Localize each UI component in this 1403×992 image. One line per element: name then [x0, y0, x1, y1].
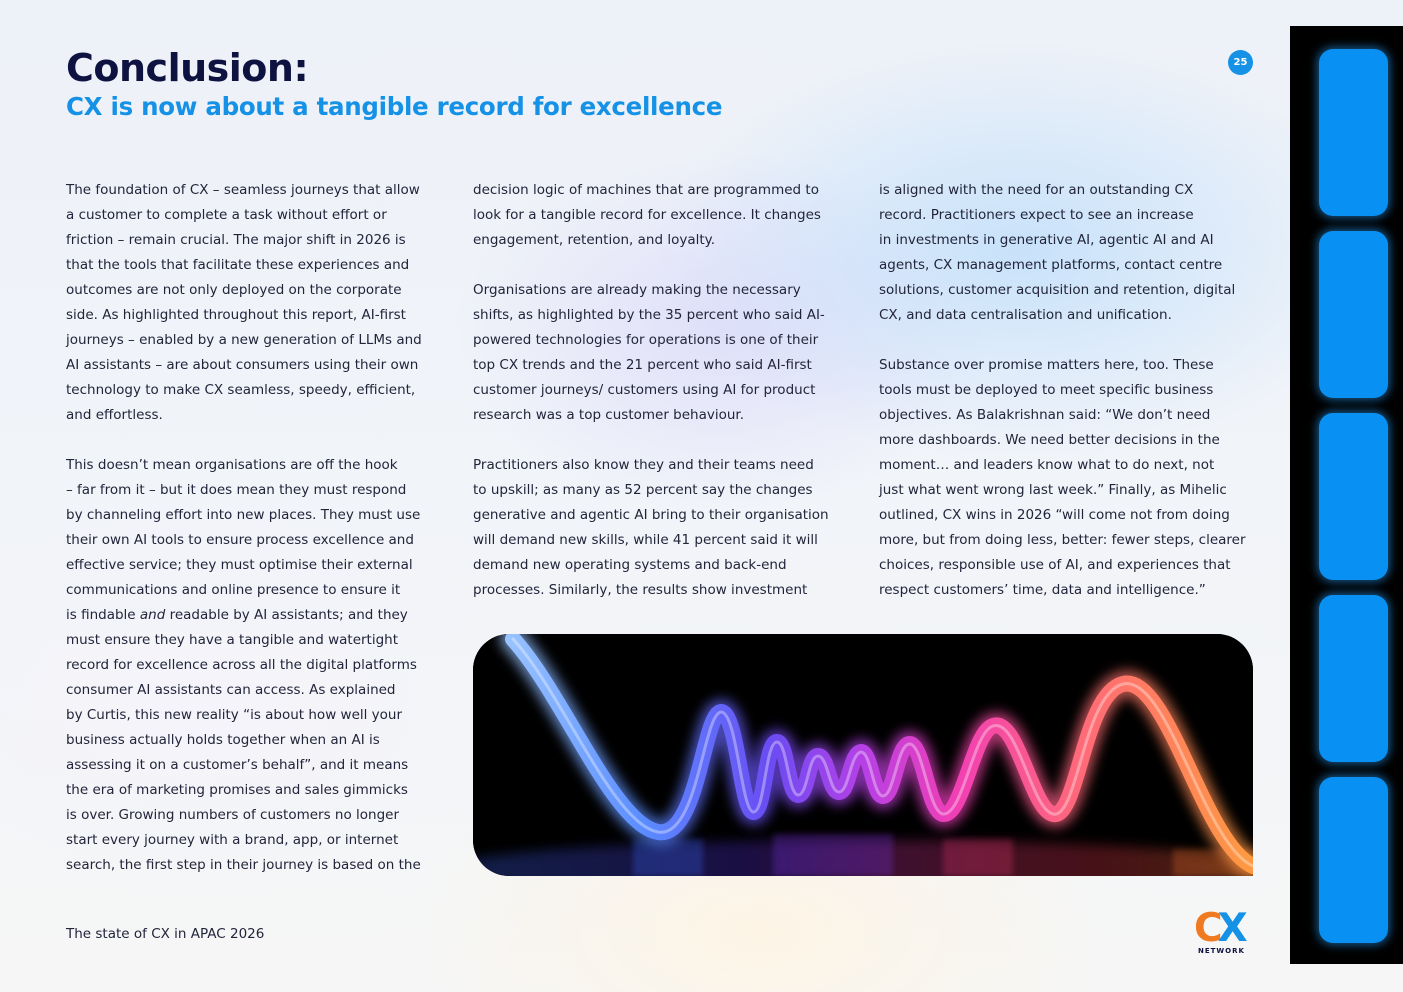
- paragraph-text: readable by AI assistants; and they must ensure they have a tangible and watertight record for excellence across all the digital platforms consumer AI assistants can access. As explained by Curtis, this new reality “is about how well your business actually holds together when an AI is assessing it on a customer’s behalf”, and it means the era of marketing promises and sales gimmicks is over. Growing numbers of customers no longer start every journey with a brand, app, or internet search, the first step in their journey is based on the: [66, 607, 421, 873]
- neon-wave-illustration: [473, 634, 1253, 876]
- paragraph-text: This doesn’t mean organisations are off the hook – far from it – but it does mean they must respond by channeling effort into new places. They must use their own AI tools to ensure process excellence and effective service; they must optimise their external communications and online presence to ensure it is findable: [66, 457, 421, 623]
- side-tab-4[interactable]: [1319, 595, 1388, 762]
- logo-letter-x: X: [1217, 906, 1243, 951]
- paragraph: Organisations are already making the necessary shifts, as highlighted by the 35 percent who said AI- powered technologies for operations is one of their top CX trends and the 21 percent who said AI-first customer journeys/ customers using AI for product research was a top customer behaviour.: [473, 282, 825, 423]
- side-tab-2[interactable]: [1319, 231, 1388, 398]
- paragraph: The foundation of CX – seamless journeys that allow a customer to complete a task without effort or friction – remain crucial. The major shift in 2026 is that the tools that facilitate these experiences and outcomes are not only deployed on the corporate side. As highlighted throughout this report, AI-first journeys – enabled by a new generation of LLMs and AI assistants – are about consumers using their own technology to make CX seamless, speedy, efficient, and effortless.: [66, 182, 422, 423]
- page-title: Conclusion:: [66, 46, 309, 90]
- logo-mark: [1194, 908, 1243, 950]
- paragraph: [66, 453, 446, 878]
- emphasis-text: and: [139, 607, 166, 623]
- page-subtitle: CX is now about a tangible record for excellence: [66, 92, 723, 121]
- text-column-3: [879, 178, 1269, 603]
- footer-report-title: The state of CX in APAC 2026: [66, 926, 265, 942]
- hero-image-neon-wave: [473, 634, 1253, 876]
- side-tab-1[interactable]: [1319, 49, 1388, 216]
- logo-letter-c: C: [1194, 906, 1218, 951]
- side-tab-5[interactable]: [1319, 777, 1388, 943]
- cx-network-logo: [1194, 908, 1256, 958]
- paragraph: is aligned with the need for an outstanding CX record. Practitioners expect to see an increase in investments in generative AI, agentic AI and AI agents, CX management platforms, contact centre solutions, customer acquisition and retention, digital CX, and data centralisation and unification.: [879, 182, 1236, 323]
- text-column-2: [473, 178, 853, 603]
- page-number-badge: 25: [1228, 50, 1253, 75]
- paragraph: Substance over promise matters here, too. These tools must be deployed to meet specific business objectives. As Balakrishnan said: “We don’t need more dashboards. We need better decisions in the moment… and leaders know what to do next, not just what went wrong last week.” Finally, as Mihelic outlined, CX wins in 2026 “will come not from doing more, but from doing less, better: fewer steps, clearer choices, responsible use of AI, and experiences that respect customers’ time, data and intelligence.”: [879, 357, 1246, 598]
- side-tab-strip: [1290, 26, 1403, 964]
- paragraph: decision logic of machines that are programmed to look for a tangible record for excellence. It changes engagement, retention, and loyalty.: [473, 182, 821, 248]
- paragraph: Practitioners also know they and their teams need to upskill; as many as 52 percent say the changes generative and agentic AI bring to their organisation will demand new skills, while 41 percent said it will demand new operating systems and back-end processes. Similarly, the results show investment: [473, 457, 829, 598]
- logo-subtext: NETWORK: [1198, 947, 1245, 955]
- side-tab-3[interactable]: [1319, 413, 1388, 580]
- text-column-1: [66, 178, 446, 878]
